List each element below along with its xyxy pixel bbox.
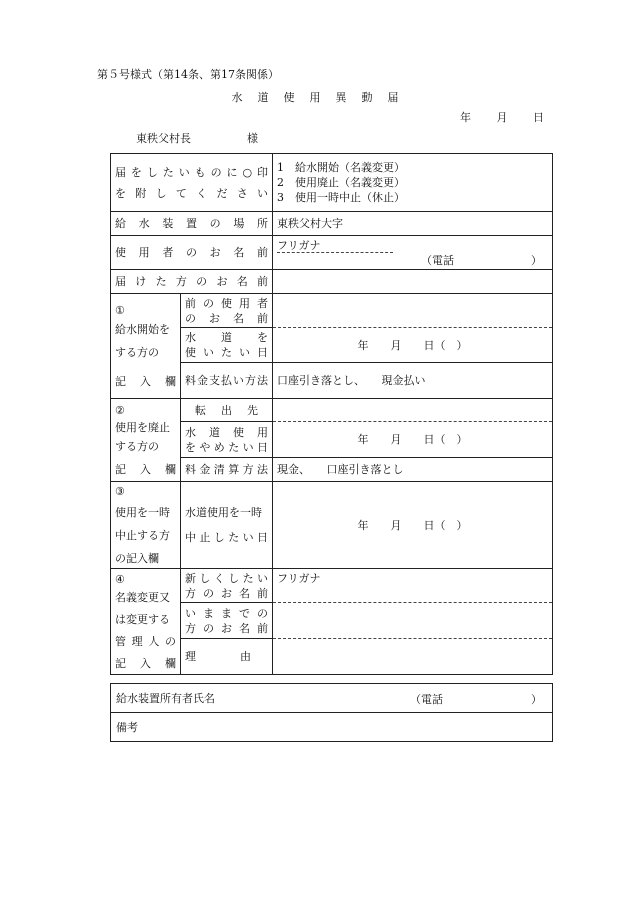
form-number: 第５号様式（第14条、第17条関係）	[97, 68, 279, 81]
old-name-field[interactable]	[273, 603, 553, 639]
section-pause-label	[111, 482, 181, 569]
start-date-label	[181, 328, 273, 363]
section-stop-line3: 記 入 欄	[115, 463, 176, 476]
prev-user-line1: 前の使用者	[185, 296, 269, 310]
payment-method-field[interactable]: 口座引き落とし、 現金払い	[273, 363, 553, 399]
old-name-line2: 方のお名前	[185, 621, 269, 635]
old-name-label	[181, 603, 273, 639]
submitter-field[interactable]	[273, 270, 553, 294]
reason-label: 理 由	[181, 639, 273, 675]
section-rename-line4: 記 入 欄	[115, 657, 176, 670]
addressee-name: 東秩父村長	[136, 132, 191, 145]
section-pause-line1: 使用を一時	[115, 506, 170, 519]
start-date-line1: 水道を	[185, 331, 269, 344]
section-rename-line3: 管理人の	[115, 635, 176, 648]
row-rename-new	[111, 569, 553, 603]
location-label: 給水装置の場所	[111, 212, 273, 236]
payment-method-label: 料金支払い方法	[181, 363, 273, 399]
form-title: 水道使用異動届	[231, 91, 414, 104]
submitter-label: 届けた方のお名前	[111, 270, 273, 294]
section-start-line2: する方の	[115, 346, 159, 359]
stop-date-line1: 水道使用	[185, 425, 269, 439]
section-rename-number: ④	[115, 573, 125, 586]
move-to-field[interactable]	[273, 399, 553, 422]
move-to-label: 転出先	[181, 399, 273, 422]
option-start[interactable]: 1 給水開始（名義変更）	[277, 161, 406, 174]
mark-label-line1: 届をしたいものに○印	[115, 165, 269, 179]
section-rename-line2: は変更する	[115, 613, 170, 626]
section-start-line3: 記 入 欄	[115, 375, 176, 388]
prev-user-field[interactable]	[273, 294, 553, 328]
section-pause-number: ③	[115, 485, 125, 498]
stop-date-line2: をやめたい日	[185, 440, 269, 454]
section-start-label	[111, 294, 181, 399]
date-month-label: 月	[496, 111, 508, 124]
pause-date-line1: 水道使用を一時	[185, 506, 262, 519]
date-day-label: 日	[533, 111, 544, 124]
stop-date-field[interactable]: 年 月 日（ ）	[273, 422, 553, 458]
settle-method-field[interactable]: 現金、 口座引き落とし	[273, 458, 553, 482]
section-stop-line2: する方の	[115, 440, 159, 453]
mark-choice-label	[111, 154, 273, 212]
row-user-name	[111, 236, 553, 270]
row-owner	[111, 684, 553, 713]
user-furigana: フリガナ	[277, 239, 393, 253]
new-name-line1: 新しくしたい	[185, 571, 269, 585]
row-start-prev-user	[111, 294, 553, 328]
owner-field[interactable]	[111, 684, 553, 713]
user-name-label: 使用者のお名前	[111, 236, 273, 270]
footer-table	[110, 683, 553, 742]
section-start-line1: 給水開始を	[115, 323, 170, 336]
mark-options[interactable]	[273, 154, 553, 212]
row-mark-choice	[111, 154, 553, 212]
section-stop-label	[111, 399, 181, 482]
section-pause-line3: の記入欄	[115, 552, 159, 565]
section-rename-label	[111, 569, 181, 675]
new-name-label	[181, 569, 273, 603]
section-stop-number: ②	[115, 404, 125, 417]
user-phone: （電話 ）	[421, 254, 542, 267]
pause-date-line2: 中止したい日	[185, 531, 269, 544]
addressee-honorific: 様	[247, 132, 258, 145]
pause-date-field[interactable]: 年 月 日（ ）	[273, 482, 553, 569]
owner-label: 給水装置所有者氏名	[116, 692, 215, 705]
row-submitter	[111, 270, 553, 294]
submission-date	[460, 109, 544, 125]
date-year-label: 年	[460, 111, 471, 124]
addressee	[136, 130, 258, 146]
option-stop[interactable]: 2 使用廃止（名義変更）	[277, 176, 406, 189]
new-name-field[interactable]	[273, 569, 553, 603]
prev-user-line2: のお名前	[185, 311, 269, 325]
row-remarks	[111, 713, 553, 742]
mark-label-line2: を附してください	[115, 186, 269, 200]
user-name-field[interactable]	[273, 236, 553, 270]
option-pause[interactable]: 3 使用一時中止（休止）	[277, 191, 406, 204]
new-name-line2: 方のお名前	[185, 586, 269, 600]
row-pause	[111, 482, 553, 569]
remarks-field[interactable]	[111, 713, 553, 742]
section-pause-line2: 中止する方	[115, 529, 170, 542]
settle-method-label: 料金清算方法	[181, 458, 273, 482]
new-name-furigana: フリガナ	[277, 572, 321, 585]
reason-field[interactable]	[273, 639, 553, 675]
row-location	[111, 212, 553, 236]
old-name-line1: いままでの	[185, 606, 269, 620]
section-rename-line1: 名義変更又	[115, 591, 170, 604]
start-date-line2: 使いたい日	[185, 346, 269, 359]
pause-date-label	[181, 482, 273, 569]
remarks-label: 備考	[116, 721, 138, 734]
section-start-number: ①	[115, 304, 125, 317]
section-stop-line1: 使用を廃止	[115, 421, 170, 434]
application-form-table	[110, 153, 553, 675]
row-stop-move-to	[111, 399, 553, 422]
stop-date-label	[181, 422, 273, 458]
start-date-field[interactable]: 年 月 日（ ）	[273, 328, 553, 363]
location-field[interactable]: 東秩父村大字	[273, 212, 553, 236]
owner-phone: （電話 ）	[410, 693, 542, 706]
prev-user-label	[181, 294, 273, 328]
